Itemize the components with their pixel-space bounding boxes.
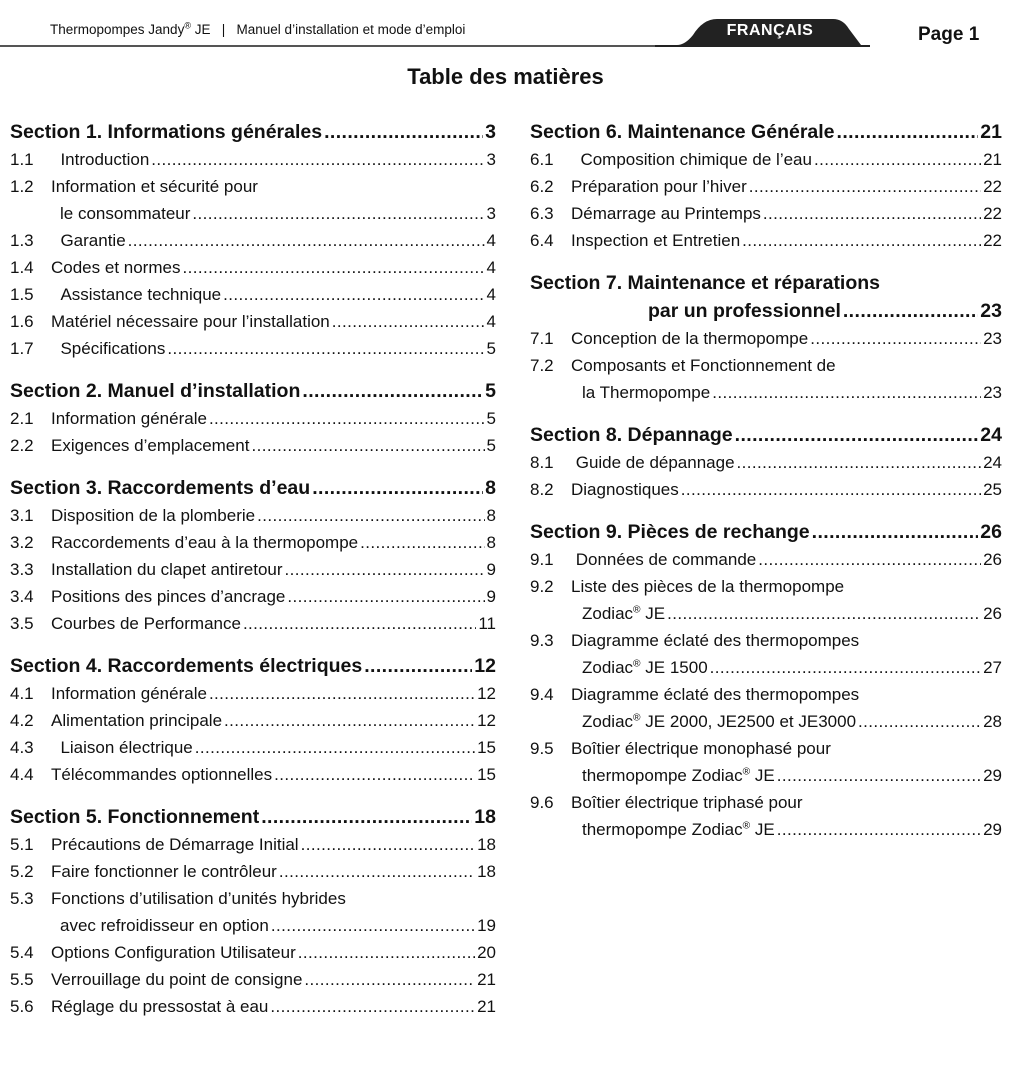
- entry-number: 4.1: [10, 684, 34, 703]
- leader-dots: [209, 405, 485, 432]
- entry-number: 5.4: [10, 943, 34, 962]
- entry-page: 24: [983, 453, 1002, 472]
- entry-label: Composants et Fonctionnement de: [571, 356, 836, 375]
- toc-entry-line: [10, 432, 496, 459]
- toc-entry[interactable]: [530, 546, 1002, 573]
- entry-page: 12: [477, 684, 496, 703]
- toc-entry-line: [10, 912, 496, 939]
- entry-page: 21: [983, 150, 1002, 169]
- leader-dots: [224, 707, 475, 734]
- entry-number: 5.1: [10, 835, 34, 854]
- page-number: Page 1: [918, 24, 980, 45]
- toc-section: [530, 421, 1002, 503]
- entry-page: 5: [486, 436, 496, 455]
- page-title: Table des matières: [407, 64, 604, 89]
- toc-entry[interactable]: [530, 789, 1002, 843]
- entry-label: Options Configuration Utilisateur: [51, 943, 296, 962]
- toc-entry[interactable]: [10, 556, 496, 583]
- entry-page: 18: [477, 835, 496, 854]
- leader-dots: [251, 432, 484, 459]
- leader-dots: [667, 600, 981, 627]
- toc-entry[interactable]: [10, 680, 496, 707]
- leader-dots: [777, 762, 981, 789]
- toc-entry[interactable]: [10, 583, 496, 610]
- toc-entry-line: [530, 816, 1002, 843]
- section-page: 12: [474, 655, 496, 677]
- entry-label-cont: thermopompe Zodiac® JE: [582, 820, 775, 839]
- leader-dots: [812, 518, 979, 546]
- section-page: 21: [980, 121, 1002, 143]
- toc-entry[interactable]: [10, 966, 496, 993]
- leader-dots: [128, 227, 485, 254]
- entry-label: Faire fonctionner le contrôleur: [51, 862, 277, 881]
- toc-entry[interactable]: [10, 831, 496, 858]
- leader-dots: [192, 200, 484, 227]
- toc-entry[interactable]: [530, 200, 1002, 227]
- leader-dots: [223, 281, 484, 308]
- toc-entry-line: [10, 529, 496, 556]
- toc-entry[interactable]: [10, 227, 496, 254]
- entry-number: 8.2: [530, 480, 554, 499]
- entry-number: 1.7: [10, 339, 34, 358]
- toc-entry-line: [10, 146, 496, 173]
- entry-page: 8: [486, 533, 496, 552]
- entry-page: 12: [477, 711, 496, 730]
- entry-page: 27: [983, 658, 1002, 677]
- section-title: Section 3. Raccordements d’eau: [10, 477, 311, 499]
- section-page: 18: [474, 806, 496, 828]
- leader-dots: [298, 939, 475, 966]
- entry-page: 29: [983, 766, 1002, 785]
- section-title: Section 6. Maintenance Générale: [530, 121, 835, 143]
- toc-column-left: [10, 118, 496, 1035]
- toc-entry[interactable]: [10, 939, 496, 966]
- entry-label: Composition chimique de l’eau: [571, 150, 812, 169]
- entry-label: Verrouillage du point de consigne: [51, 970, 303, 989]
- entry-label: Installation du clapet antiretour: [51, 560, 283, 579]
- leader-dots: [301, 831, 476, 858]
- entry-label: Guide de dépannage: [571, 453, 735, 472]
- toc-entry-line: [10, 200, 496, 227]
- entry-page: 20: [477, 943, 496, 962]
- leader-dots: [151, 146, 484, 173]
- entry-label: Démarrage au Printemps: [571, 204, 761, 223]
- toc-entry[interactable]: [10, 529, 496, 556]
- entry-number: 1.4: [10, 258, 34, 277]
- toc-entry[interactable]: [530, 627, 1002, 681]
- section-heading-line: Section 7. Maintenance et réparations: [530, 272, 881, 294]
- entry-number: 9.1: [530, 550, 554, 569]
- leader-dots: [257, 502, 484, 529]
- toc-entry[interactable]: [10, 281, 496, 308]
- leader-dots: [749, 173, 981, 200]
- section-heading[interactable]: [530, 518, 1002, 546]
- entry-label-cont: Zodiac® JE 1500: [582, 658, 708, 677]
- toc-entry-line: [10, 502, 496, 529]
- leader-dots: [810, 325, 981, 352]
- entry-label: Réglage du pressostat à eau: [51, 997, 269, 1016]
- toc-entry[interactable]: [10, 707, 496, 734]
- entry-number: 6.4: [530, 231, 554, 250]
- leader-dots: [209, 680, 475, 707]
- toc-entry-line: [530, 546, 1002, 573]
- leader-dots: [758, 546, 981, 573]
- toc-section: [10, 652, 496, 788]
- entry-number: 3.2: [10, 533, 34, 552]
- toc-entry[interactable]: [10, 405, 496, 432]
- leader-dots: [843, 297, 978, 325]
- toc-section: [10, 474, 496, 637]
- toc-entry[interactable]: [10, 993, 496, 1020]
- toc-entry[interactable]: [10, 335, 496, 362]
- toc-entry-line: [530, 789, 1002, 816]
- toc-entry[interactable]: [10, 432, 496, 459]
- toc-entry[interactable]: [530, 146, 1002, 173]
- entry-number: 6.3: [530, 204, 554, 223]
- section-heading[interactable]: [10, 803, 496, 831]
- entry-label: Information et sécurité pour: [51, 177, 258, 196]
- entry-number: 9.3: [530, 631, 554, 650]
- entry-page: 23: [983, 383, 1002, 402]
- section-title: Section 4. Raccordements électriques: [10, 655, 363, 677]
- leader-dots: [360, 529, 484, 556]
- leader-dots: [312, 474, 483, 502]
- entry-number: 1.5: [10, 285, 34, 304]
- toc-entry-line: [530, 200, 1002, 227]
- leader-dots: [837, 118, 979, 146]
- toc-entry-line: [530, 627, 1002, 654]
- entry-number: 3.3: [10, 560, 34, 579]
- entry-number: 7.2: [530, 356, 554, 375]
- entry-page: 21: [477, 997, 496, 1016]
- entry-page: 26: [983, 550, 1002, 569]
- toc-entry-line: [10, 610, 496, 637]
- section-title: par un professionnel: [648, 300, 841, 322]
- section-heading[interactable]: [530, 118, 1002, 146]
- entry-number: 5.3: [10, 889, 34, 908]
- leader-dots: [712, 379, 981, 406]
- entry-label: Disposition de la plomberie: [51, 506, 256, 525]
- entry-page: 19: [477, 916, 496, 935]
- toc-entry-line: [10, 993, 496, 1020]
- section-heading[interactable]: [10, 474, 496, 502]
- entry-page: 3: [486, 204, 496, 223]
- entry-label: Inspection et Entretien: [571, 231, 741, 250]
- leader-dots: [243, 610, 476, 637]
- toc-entry-line: [530, 735, 1002, 762]
- entry-page: 3: [486, 150, 496, 169]
- entry-number: 9.6: [530, 793, 554, 812]
- section-heading[interactable]: [530, 269, 1002, 325]
- section-page: 26: [980, 521, 1002, 543]
- toc-entry-line: [530, 600, 1002, 627]
- entry-label: Liaison électrique: [51, 738, 193, 757]
- toc-section: [530, 518, 1002, 843]
- entry-label: Courbes de Performance: [51, 614, 241, 633]
- section-heading[interactable]: [10, 377, 496, 405]
- toc-entry[interactable]: [10, 885, 496, 939]
- section-title: Section 2. Manuel d’installation: [10, 380, 301, 402]
- entry-page: 9: [486, 587, 496, 606]
- toc-entry[interactable]: [10, 761, 496, 788]
- toc-entry-line: [10, 335, 496, 362]
- toc-entry-line: [10, 966, 496, 993]
- entry-number: 3.1: [10, 506, 34, 525]
- toc-entry-line: [10, 858, 496, 885]
- entry-page: 28: [983, 712, 1002, 731]
- toc-entry[interactable]: [530, 227, 1002, 254]
- toc-entry-line: [530, 227, 1002, 254]
- toc-section: [530, 269, 1002, 406]
- toc-entry-line: [10, 556, 496, 583]
- entry-number: 1.3: [10, 231, 34, 250]
- toc-entry[interactable]: [530, 173, 1002, 200]
- entry-label: Précautions de Démarrage Initial: [51, 835, 299, 854]
- entry-label: Raccordements d’eau à la thermopompe: [51, 533, 359, 552]
- entry-page: 8: [486, 506, 496, 525]
- entry-number: 9.4: [530, 685, 554, 704]
- toc-entry-line: [530, 379, 1002, 406]
- entry-label-cont: Zodiac® JE: [582, 604, 666, 623]
- entry-label: Exigences d’emplacement: [51, 436, 250, 455]
- entry-label-cont: Zodiac® JE 2000, JE2500 et JE3000: [582, 712, 857, 731]
- toc-entry-line: [10, 227, 496, 254]
- entry-page: 26: [983, 604, 1002, 623]
- toc-entry-line: [10, 939, 496, 966]
- toc-entry-line: [530, 173, 1002, 200]
- entry-number: 1.1: [10, 150, 34, 169]
- toc-entry[interactable]: [10, 734, 496, 761]
- toc-entry-line: [10, 308, 496, 335]
- toc-entry-line: [530, 146, 1002, 173]
- entry-label-cont: avec refroidisseur en option: [60, 916, 269, 935]
- entry-page: 4: [486, 285, 496, 304]
- entry-label: Information générale: [51, 409, 207, 428]
- section-title: Section 1. Informations générales: [10, 121, 323, 143]
- leader-dots: [167, 335, 484, 362]
- section-page: 23: [980, 300, 1002, 322]
- toc-entry-line: [10, 831, 496, 858]
- toc-entry[interactable]: [530, 476, 1002, 503]
- toc-entry[interactable]: [530, 681, 1002, 735]
- toc-entry-line: [10, 583, 496, 610]
- entry-number: 6.2: [530, 177, 554, 196]
- entry-label: Introduction: [51, 150, 150, 169]
- entry-label-cont: la Thermopompe: [582, 383, 711, 402]
- entry-number: 2.1: [10, 409, 34, 428]
- leader-dots: [285, 556, 485, 583]
- toc-entry-line: [530, 325, 1002, 352]
- leader-dots: [271, 912, 475, 939]
- entry-label: Liste des pièces de la thermopompe: [571, 577, 845, 596]
- entry-label-cont: le consommateur: [60, 204, 191, 223]
- leader-dots: [814, 146, 981, 173]
- entry-page: 5: [486, 339, 496, 358]
- leader-dots: [270, 993, 475, 1020]
- section-title: Section 5. Fonctionnement: [10, 806, 260, 828]
- entry-number: 4.3: [10, 738, 34, 757]
- entry-label: Boîtier électrique monophasé pour: [571, 739, 831, 758]
- toc-entry-line: [10, 734, 496, 761]
- toc-entry-line: [10, 680, 496, 707]
- entry-label: Information générale: [51, 684, 207, 703]
- toc-entry[interactable]: [10, 858, 496, 885]
- section-heading-line: [530, 297, 1002, 325]
- entry-number: 1.2: [10, 177, 34, 196]
- entry-label: Assistance technique: [51, 285, 222, 304]
- entry-page: 21: [477, 970, 496, 989]
- entry-label: Codes et normes: [51, 258, 181, 277]
- toc-entry[interactable]: [530, 735, 1002, 789]
- toc-entry-line: [10, 885, 496, 912]
- toc-section: [530, 118, 1002, 254]
- toc-column-right: [530, 118, 1002, 858]
- leader-dots: [777, 816, 981, 843]
- leader-dots: [737, 449, 982, 476]
- toc-entry[interactable]: [10, 502, 496, 529]
- leader-dots: [304, 966, 475, 993]
- leader-dots: [364, 652, 472, 680]
- entry-label: Spécifications: [51, 339, 166, 358]
- entry-label: Fonctions d’utilisation d’unités hybrides: [51, 889, 346, 908]
- leader-dots: [710, 654, 981, 681]
- toc-entry-line: [530, 654, 1002, 681]
- entry-page: 4: [486, 312, 496, 331]
- entry-label-cont: thermopompe Zodiac® JE: [582, 766, 775, 785]
- toc-entry-line: [530, 449, 1002, 476]
- entry-page: 23: [983, 329, 1002, 348]
- entry-page: 15: [477, 765, 496, 784]
- entry-number: 6.1: [530, 150, 554, 169]
- entry-page: 22: [983, 231, 1002, 250]
- toc-entry-line: [530, 573, 1002, 600]
- toc-entry-line: [10, 405, 496, 432]
- leader-dots: [332, 308, 485, 335]
- entry-label: Diagramme éclaté des thermopompes: [571, 631, 860, 650]
- leader-dots: [763, 200, 981, 227]
- entry-number: 9.2: [530, 577, 554, 596]
- entry-label: Données de commande: [571, 550, 757, 569]
- leader-dots: [274, 761, 475, 788]
- section-page: 3: [485, 121, 496, 143]
- section-heading[interactable]: [530, 421, 1002, 449]
- toc-entry-line: [10, 707, 496, 734]
- entry-label: Télécommandes optionnelles: [51, 765, 273, 784]
- section-heading[interactable]: [10, 652, 496, 680]
- toc-entry[interactable]: [10, 610, 496, 637]
- section-title: Section 9. Pièces de rechange: [530, 521, 810, 543]
- section-page: 5: [485, 380, 496, 402]
- toc-entry[interactable]: [10, 146, 496, 173]
- entry-number: 4.2: [10, 711, 34, 730]
- entry-page: 22: [983, 204, 1002, 223]
- entry-page: 5: [486, 409, 496, 428]
- toc-entry-line: [530, 352, 1002, 379]
- leader-dots: [681, 476, 981, 503]
- entry-page: 15: [477, 738, 496, 757]
- leader-dots: [324, 118, 483, 146]
- entry-label: Diagramme éclaté des thermopompes: [571, 685, 860, 704]
- leader-dots: [858, 708, 981, 735]
- entry-label: Garantie: [51, 231, 126, 250]
- entry-label: Diagnostiques: [571, 480, 679, 499]
- toc-section: [10, 118, 496, 362]
- entry-page: 22: [983, 177, 1002, 196]
- leader-dots: [261, 803, 472, 831]
- leader-dots: [279, 858, 475, 885]
- header-rule: [0, 45, 680, 47]
- leader-dots: [742, 227, 981, 254]
- toc-entry-line: [530, 476, 1002, 503]
- toc-entry-line: [10, 173, 496, 200]
- toc-entry[interactable]: [10, 173, 496, 227]
- toc-entry-line: [10, 254, 496, 281]
- entry-page: 25: [983, 480, 1002, 499]
- entry-label: Boîtier électrique triphasé pour: [571, 793, 803, 812]
- entry-number: 4.4: [10, 765, 34, 784]
- section-page: 24: [980, 424, 1002, 446]
- language-label: FRANÇAIS: [726, 22, 814, 39]
- entry-label: Préparation pour l’hiver: [571, 177, 747, 196]
- entry-label: Matériel nécessaire pour l’installation: [51, 312, 330, 331]
- toc-section: [10, 377, 496, 459]
- toc-entry-line: [10, 761, 496, 788]
- toc-section: [10, 803, 496, 1020]
- toc-entry-line: [530, 708, 1002, 735]
- leader-dots: [302, 377, 483, 405]
- entry-page: 11: [478, 614, 496, 633]
- toc-entry-line: [10, 281, 496, 308]
- entry-number: 7.1: [530, 329, 554, 348]
- entry-label: Alimentation principale: [51, 711, 223, 730]
- entry-number: 5.6: [10, 997, 34, 1016]
- entry-page: 4: [486, 231, 496, 250]
- entry-number: 2.2: [10, 436, 34, 455]
- entry-page: 29: [983, 820, 1002, 839]
- leader-dots: [287, 583, 484, 610]
- entry-label: Positions des pinces d’ancrage: [51, 587, 286, 606]
- entry-page: 18: [477, 862, 496, 881]
- leader-dots: [182, 254, 484, 281]
- entry-page: 9: [486, 560, 496, 579]
- toc-entry[interactable]: [530, 325, 1002, 352]
- toc-entry[interactable]: [530, 573, 1002, 627]
- entry-number: 5.5: [10, 970, 34, 989]
- toc-entry[interactable]: [10, 254, 496, 281]
- toc-entry-line: [530, 762, 1002, 789]
- entry-number: 5.2: [10, 862, 34, 881]
- entry-number: 3.4: [10, 587, 34, 606]
- entry-number: 9.5: [530, 739, 554, 758]
- entry-number: 8.1: [530, 453, 554, 472]
- entry-number: 3.5: [10, 614, 34, 633]
- section-title: Section 8. Dépannage: [530, 424, 733, 446]
- toc-entry[interactable]: [10, 308, 496, 335]
- header-title: Thermopompes Jandy® JE | Manuel d’installation et mode d’emploi: [50, 20, 466, 37]
- toc-entry[interactable]: [530, 449, 1002, 476]
- section-heading[interactable]: [10, 118, 496, 146]
- leader-dots: [735, 421, 979, 449]
- toc-entry[interactable]: [530, 352, 1002, 406]
- entry-number: 1.6: [10, 312, 34, 331]
- toc-entry-line: [530, 681, 1002, 708]
- leader-dots: [195, 734, 475, 761]
- entry-page: 4: [486, 258, 496, 277]
- entry-label: Conception de la thermopompe: [571, 329, 809, 348]
- section-page: 8: [485, 477, 496, 499]
